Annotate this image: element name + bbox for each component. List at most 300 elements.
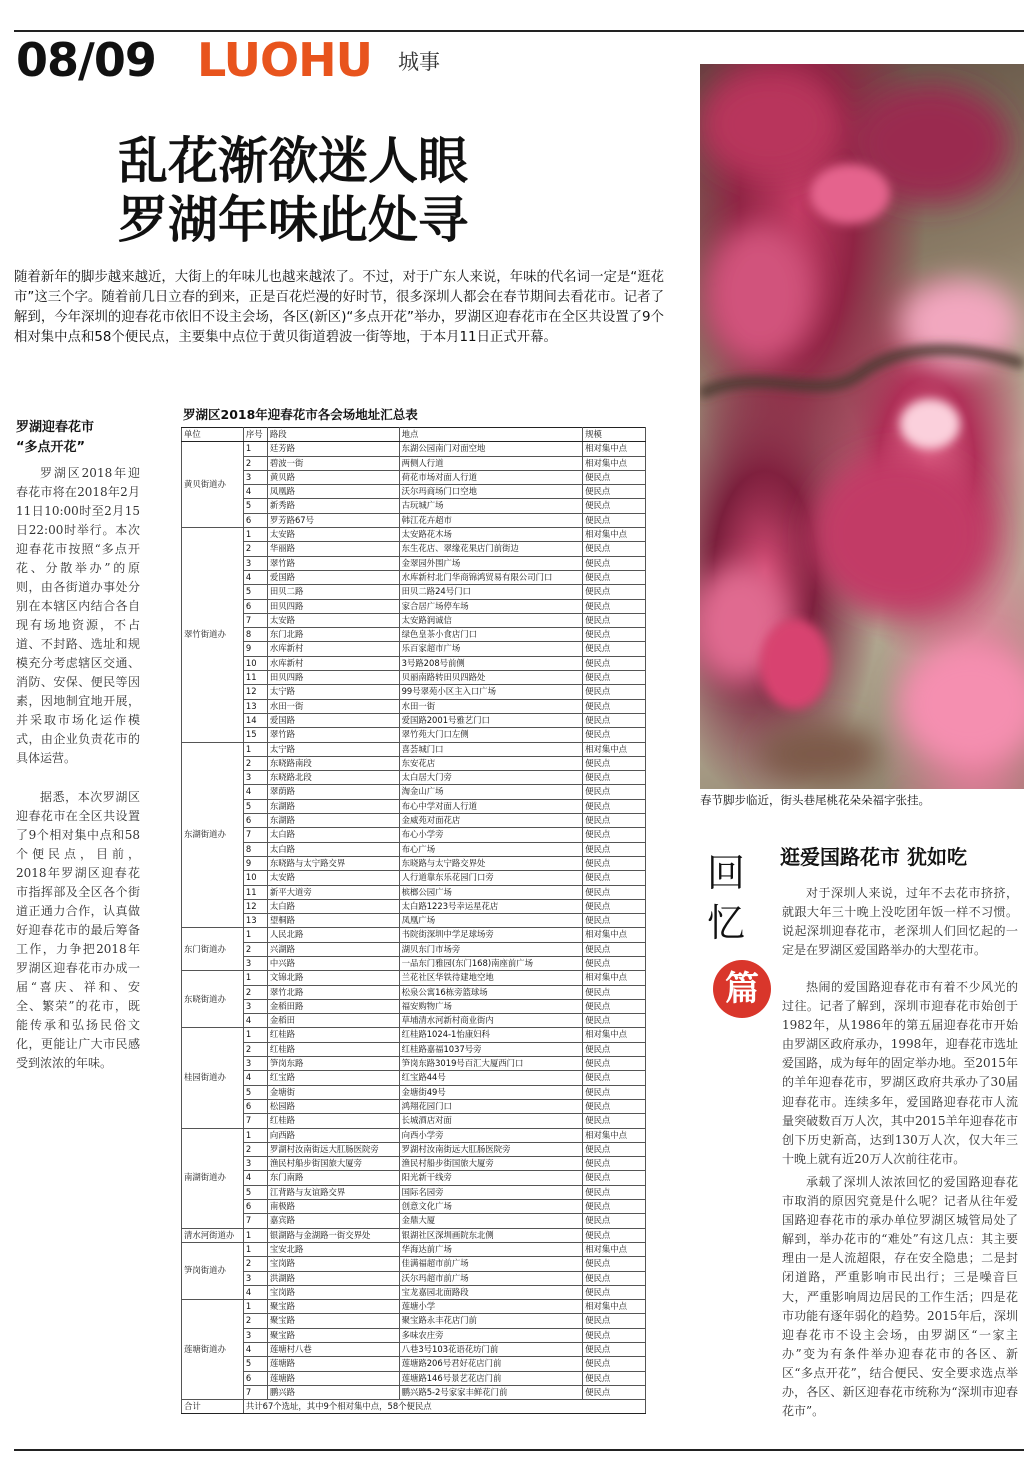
header-cell: 地点	[399, 428, 583, 442]
road-cell: 银湖路与金湖路一街交界处	[267, 1228, 399, 1242]
scale-cell: 便民点	[583, 1385, 646, 1399]
table-row	[182, 1271, 646, 1285]
index-cell: 1	[243, 1028, 267, 1042]
table-row	[182, 1099, 646, 1113]
scale-cell: 便民点	[583, 956, 646, 970]
table-header-row	[182, 428, 646, 442]
location-cell: 聚宝路永丰花店门前	[399, 1314, 583, 1328]
index-cell: 2	[243, 1257, 267, 1271]
road-cell: 东晓路南段	[267, 756, 399, 770]
index-cell: 8	[243, 842, 267, 856]
road-cell: 鹏兴路	[267, 1385, 399, 1399]
scale-cell: 便民点	[583, 1042, 646, 1056]
index-cell: 8	[243, 628, 267, 642]
table-row	[182, 671, 646, 685]
table-row	[182, 942, 646, 956]
road-cell: 红桂路	[267, 1114, 399, 1128]
road-cell: 渔民村船步街国旅大厦旁	[267, 1157, 399, 1171]
location-cell: 淘金山广场	[399, 785, 583, 799]
scale-cell: 便民点	[583, 570, 646, 584]
index-cell: 6	[243, 814, 267, 828]
scale-cell: 相对集中点	[583, 1300, 646, 1314]
table-row	[182, 570, 646, 584]
scale-cell: 便民点	[583, 513, 646, 527]
table-row	[182, 613, 646, 627]
index-cell: 9	[243, 856, 267, 870]
location-cell: 笋岗东路3019号百汇大厦西门口	[399, 1057, 583, 1071]
scale-cell: 便民点	[583, 999, 646, 1013]
table-row	[182, 1285, 646, 1299]
index-cell: 1	[243, 528, 267, 542]
location-cell: 书院街深圳中学足球场旁	[399, 928, 583, 942]
location-cell: 荷花市场对面人行道	[399, 470, 583, 484]
road-cell: 东门南路	[267, 1171, 399, 1185]
scale-cell: 便民点	[583, 1271, 646, 1285]
scale-cell: 相对集中点	[583, 971, 646, 985]
scale-cell: 相对集中点	[583, 1028, 646, 1042]
index-cell: 7	[243, 1385, 267, 1399]
unit-cell: 桂园街道办	[182, 1028, 244, 1128]
index-cell: 5	[243, 499, 267, 513]
scale-cell: 相对集中点	[583, 928, 646, 942]
location-cell: 田贝二路24号门口	[399, 585, 583, 599]
table-row	[182, 756, 646, 770]
sidebar-paragraph: 罗湖区2018年迎春花市将在2018年2月11日10:00时至2月15日22:00时举行。本次迎春花市按照“多点开花、分散举办”的原则，由各街道办事处分别在本辖区内结合各自现有场地资源，不占道、不封路、选址和规模充分考虑辖区交通、消防、安保、便民等因素，因地制宜地开展，并采取市场化运作模式，由企业负责花市的具体运营。	[16, 466, 140, 765]
index-cell: 5	[243, 799, 267, 813]
scale-cell: 便民点	[583, 699, 646, 713]
location-cell: 太白路1223号幸运星花店	[399, 899, 583, 913]
index-cell: 2	[243, 942, 267, 956]
index-cell: 1	[243, 1300, 267, 1314]
table-row	[182, 985, 646, 999]
location-cell: 国际名园旁	[399, 1185, 583, 1199]
index-cell: 2	[243, 1042, 267, 1056]
table-row	[182, 713, 646, 727]
road-cell: 太白路	[267, 842, 399, 856]
unit-cell: 东湖街道办	[182, 742, 244, 928]
location-cell: 水田一街	[399, 699, 583, 713]
road-cell: 田贝四路	[267, 599, 399, 613]
road-cell: 松园路	[267, 1099, 399, 1113]
location-cell: 两侧人行道	[399, 456, 583, 470]
scale-cell: 便民点	[583, 713, 646, 727]
sidebar-title-line: 罗湖迎春花市	[16, 420, 95, 435]
sidebar-title-line: “多点开花”	[16, 440, 86, 455]
index-cell: 3	[243, 999, 267, 1013]
location-cell: 莲塘路146号景艺花店门前	[399, 1371, 583, 1385]
road-cell: 聚宝路	[267, 1328, 399, 1342]
location-cell: 99号翠苑小区主入口广场	[399, 685, 583, 699]
index-cell: 7	[243, 613, 267, 627]
location-cell: 渔民村船步街国旅大厦旁	[399, 1157, 583, 1171]
index-cell: 4	[243, 570, 267, 584]
road-cell: 文锦北路	[267, 971, 399, 985]
index-cell: 2	[243, 542, 267, 556]
table-row	[182, 1300, 646, 1314]
road-cell: 太安路	[267, 613, 399, 627]
index-cell: 10	[243, 871, 267, 885]
scale-cell: 便民点	[583, 599, 646, 613]
scale-cell: 便民点	[583, 756, 646, 770]
location-cell: 人行道靠东乐花园门口旁	[399, 871, 583, 885]
location-cell: 3号路208号前侧	[399, 656, 583, 670]
location-cell: 布心小学旁	[399, 828, 583, 842]
index-cell: 14	[243, 713, 267, 727]
road-cell: 聚宝路	[267, 1314, 399, 1328]
total-text: 共计67个选址，其中9个相对集中点，58个便民点	[243, 1400, 645, 1414]
unit-cell: 黄贝街道办	[182, 442, 244, 528]
road-cell: 莲塘村八巷	[267, 1343, 399, 1357]
table-row	[182, 1371, 646, 1385]
table-row	[182, 599, 646, 613]
table-row	[182, 871, 646, 885]
road-cell: 罗芳路67号	[267, 513, 399, 527]
table-row	[182, 1314, 646, 1328]
scale-cell: 便民点	[583, 613, 646, 627]
road-cell: 新秀路	[267, 499, 399, 513]
road-cell: 水库新村	[267, 642, 399, 656]
road-cell: 人民北路	[267, 928, 399, 942]
page-number: 08/09	[16, 33, 156, 87]
table-row	[182, 1185, 646, 1199]
scale-cell: 相对集中点	[583, 528, 646, 542]
unit-cell: 翠竹街道办	[182, 528, 244, 742]
table-row	[182, 771, 646, 785]
index-cell: 2	[243, 756, 267, 770]
table-row	[182, 542, 646, 556]
scale-cell: 便民点	[583, 1343, 646, 1357]
location-cell: 绿色皇茶小食店门口	[399, 628, 583, 642]
table-row	[182, 885, 646, 899]
unit-cell: 南湖街道办	[182, 1128, 244, 1228]
index-cell: 12	[243, 685, 267, 699]
road-cell: 望桐路	[267, 914, 399, 928]
table-row	[182, 685, 646, 699]
table-row	[182, 999, 646, 1013]
road-cell: 廷芳路	[267, 442, 399, 456]
index-cell: 1	[243, 442, 267, 456]
scale-cell: 便民点	[583, 656, 646, 670]
location-cell: 东生花店、翠缘花果店门前街边	[399, 542, 583, 556]
location-cell: 东安花店	[399, 756, 583, 770]
table-row	[182, 1257, 646, 1271]
top-rule	[14, 30, 1024, 32]
scale-cell: 相对集中点	[583, 442, 646, 456]
location-cell: 鸿翔花园门口	[399, 1099, 583, 1113]
table-row	[182, 556, 646, 570]
photo-caption: 春节脚步临近，街头巷尾桃花朵朵福字张挂。	[700, 793, 930, 807]
table-row	[182, 1385, 646, 1399]
table-row	[182, 528, 646, 542]
table-row	[182, 442, 646, 456]
scale-cell: 便民点	[583, 985, 646, 999]
scale-cell: 便民点	[583, 1057, 646, 1071]
unit-cell: 东门街道办	[182, 928, 244, 971]
location-cell: 太安路润诚信	[399, 613, 583, 627]
location-cell: 红宝路44号	[399, 1071, 583, 1085]
scale-cell: 便民点	[583, 1328, 646, 1342]
table-row	[182, 1128, 646, 1142]
table-row	[182, 742, 646, 756]
road-cell: 笋岗东路	[267, 1057, 399, 1071]
table-body	[182, 442, 646, 1414]
scale-cell: 便民点	[583, 785, 646, 799]
header-cell: 路段	[267, 428, 399, 442]
scale-cell: 便民点	[583, 771, 646, 785]
index-cell: 1	[243, 1228, 267, 1242]
index-cell: 3	[243, 470, 267, 484]
road-cell: 华丽路	[267, 542, 399, 556]
unit-cell: 莲塘街道办	[182, 1300, 244, 1400]
location-cell: 翠竹苑大门口左侧	[399, 728, 583, 742]
index-cell: 11	[243, 885, 267, 899]
scale-cell: 便民点	[583, 828, 646, 842]
memory-char: 回	[706, 851, 745, 895]
scale-cell: 便民点	[583, 1200, 646, 1214]
road-cell: 翠荫路	[267, 785, 399, 799]
scale-cell: 便民点	[583, 1214, 646, 1228]
road-cell: 红桂路	[267, 1028, 399, 1042]
table-row	[182, 1171, 646, 1185]
location-cell: 罗湖村汝南街远大肛肠医院旁	[399, 1142, 583, 1156]
header-cell: 序号	[243, 428, 267, 442]
table-row	[182, 628, 646, 642]
table-row	[182, 585, 646, 599]
lead-paragraph: 随着新年的脚步越来越近，大街上的年味儿也越来越浓了。不过，对于广东人来说，年味的代名词一定是“逛花市”这三个字。随着前几日立春的到来，正是百花烂漫的好时节，很多深圳人都会在春节期间去看花市。记者了解到，今年深圳的迎春花市依旧不设主会场，各区(新区)“多点开花”举办，罗湖区迎春花市在全区共设置了9个相对集中点和58个便民点，主要集中点位于黄贝街道碧波一街等地，于本月11日正式开幕。	[14, 270, 664, 345]
road-cell: 洪湖路	[267, 1271, 399, 1285]
index-cell: 4	[243, 785, 267, 799]
unit-cell: 清水河街道办	[182, 1228, 244, 1242]
index-cell: 3	[243, 1057, 267, 1071]
location-cell: 太白居大门旁	[399, 771, 583, 785]
scale-cell: 便民点	[583, 842, 646, 856]
road-cell: 太宁路	[267, 742, 399, 756]
unit-cell: 笋岗街道办	[182, 1242, 244, 1299]
index-cell: 3	[243, 1328, 267, 1342]
table-row	[182, 485, 646, 499]
road-cell: 东晓路北段	[267, 771, 399, 785]
location-cell: 阳光新干线旁	[399, 1171, 583, 1185]
index-cell: 5	[243, 1185, 267, 1199]
road-cell: 田贝四路	[267, 671, 399, 685]
table-title: 罗湖区2018年迎春花市各会场地址汇总表	[183, 407, 418, 422]
scale-cell: 便民点	[583, 942, 646, 956]
scale-cell: 便民点	[583, 1185, 646, 1199]
index-cell: 6	[243, 1099, 267, 1113]
index-cell: 5	[243, 1085, 267, 1099]
scale-cell: 便民点	[583, 542, 646, 556]
location-cell: 福安购物广场	[399, 999, 583, 1013]
road-cell: 红宝路	[267, 1071, 399, 1085]
index-cell: 9	[243, 642, 267, 656]
index-cell: 4	[243, 1343, 267, 1357]
location-cell: 喜荟城门口	[399, 742, 583, 756]
scale-cell: 便民点	[583, 685, 646, 699]
table-row	[182, 899, 646, 913]
road-cell: 向西路	[267, 1128, 399, 1142]
table-row	[182, 456, 646, 470]
section-brand: LUOHU	[197, 33, 372, 87]
location-cell: 乐百家超市广场	[399, 642, 583, 656]
table-total-row	[182, 1400, 646, 1414]
scale-cell: 便民点	[583, 1371, 646, 1385]
road-cell: 宝岗路	[267, 1257, 399, 1271]
table-row	[182, 1343, 646, 1357]
road-cell: 太宁路	[267, 685, 399, 699]
location-cell: 一品东门雅园(东门168)南座前广场	[399, 956, 583, 970]
road-cell: 东湖路	[267, 814, 399, 828]
location-cell: 兰花社区华铁待建地空地	[399, 971, 583, 985]
scale-cell: 便民点	[583, 856, 646, 870]
scale-cell: 相对集中点	[583, 456, 646, 470]
right-article-title: 逛爱国路花市 犹如吃	[780, 845, 967, 869]
scale-cell: 便民点	[583, 1314, 646, 1328]
road-cell: 黄贝路	[267, 470, 399, 484]
scale-cell: 便民点	[583, 1285, 646, 1299]
location-cell: 华海达前广场	[399, 1242, 583, 1256]
index-cell: 3	[243, 771, 267, 785]
headline-line: 罗湖年味此处寻	[118, 191, 468, 249]
location-cell: 爱国路2001号雅艺门口	[399, 713, 583, 727]
location-cell: 向西小学旁	[399, 1128, 583, 1142]
scale-cell: 便民点	[583, 799, 646, 813]
index-cell: 1	[243, 1128, 267, 1142]
road-cell: 水库新村	[267, 656, 399, 670]
location-cell: 佳满福超市前广场	[399, 1257, 583, 1271]
scale-cell: 便民点	[583, 1357, 646, 1371]
total-label: 合计	[182, 1400, 244, 1414]
table-row	[182, 1057, 646, 1071]
index-cell: 4	[243, 485, 267, 499]
location-cell: 凤凰广场	[399, 914, 583, 928]
location-cell: 红桂路嘉福1037号旁	[399, 1042, 583, 1056]
table-row	[182, 814, 646, 828]
road-cell: 翠竹北路	[267, 985, 399, 999]
index-cell: 12	[243, 899, 267, 913]
table-row	[182, 656, 646, 670]
index-cell: 7	[243, 828, 267, 842]
index-cell: 1	[243, 971, 267, 985]
scale-cell: 便民点	[583, 914, 646, 928]
road-cell: 翠竹路	[267, 556, 399, 570]
scale-cell: 便民点	[583, 1157, 646, 1171]
table-row	[182, 971, 646, 985]
road-cell: 东湖路	[267, 799, 399, 813]
index-cell: 1	[243, 1242, 267, 1256]
table-row	[182, 1357, 646, 1371]
location-cell: 鹏兴路5-2号家家丰鲜花门前	[399, 1385, 583, 1399]
location-cell: 宝龙嘉园北面路段	[399, 1285, 583, 1299]
index-cell: 13	[243, 914, 267, 928]
table-row	[182, 1085, 646, 1099]
table-row	[182, 728, 646, 742]
index-cell: 4	[243, 1014, 267, 1028]
scale-cell: 便民点	[583, 1257, 646, 1271]
index-cell: 11	[243, 671, 267, 685]
location-cell: 红桂路1024-1怡康妇科	[399, 1028, 583, 1042]
road-cell: 碧波一街	[267, 456, 399, 470]
right-article-paragraph: 承载了深圳人浓浓回忆的爱国路迎春花市取消的原因究竟是什么呢？记者从往年爱国路迎春花市的承办单位罗湖区城管局处了解到，举办花市的“难处”有这几点：其主要理由一是人流超限，存在安全隐患；二是封闭道路，严重影响市民出行；三是噪音巨大，严重影响周边居民的工作生活；四是花市功能有逐年弱化的趋势。2015年后，深圳迎春花市不设主会场，由罗湖区“一家主办”变为有条件举办迎春花市的各区、新区“多点开花”，结合便民、安全要求选点举办，各区、新区迎春花市统称为“深圳市迎春花市”。	[782, 1175, 1018, 1419]
right-article-paragraph: 热闹的爱国路迎春花市有着不少风光的过往。记者了解到，深圳市迎春花市始创于1982年，从1986年的第五届迎春花市开始由罗湖区政府承办，1998年，迎春花市选址爱国路，成为每年的固定举办地。至2015年的羊年迎春花市，罗湖区政府共承办了30届迎春花市。连续多年，爱国路迎春花市人流量突破数百万人次，其中2015羊年迎春花市创下历史新高，达到130万人次，仅大年三十晚上就有近20万人次前往花市。	[782, 980, 1018, 1166]
road-cell: 金塘街	[267, 1085, 399, 1099]
location-cell: 水库新村北门华商锦鸿贸易有限公司门口	[399, 570, 583, 584]
road-cell: 宝岗路	[267, 1285, 399, 1299]
road-cell: 莲塘路	[267, 1371, 399, 1385]
table-row	[182, 956, 646, 970]
scale-cell: 便民点	[583, 1071, 646, 1085]
index-cell: 2	[243, 1314, 267, 1328]
index-cell: 3	[243, 556, 267, 570]
road-cell: 田贝二路	[267, 585, 399, 599]
location-cell: 莲塘路206号君好花店门前	[399, 1357, 583, 1371]
road-cell: 新平大道旁	[267, 885, 399, 899]
table-row	[182, 1228, 646, 1242]
road-cell: 江背路与友谊路交界	[267, 1185, 399, 1199]
table-row	[182, 642, 646, 656]
location-cell: 韩江花卉超市	[399, 513, 583, 527]
location-cell: 金鼎大厦	[399, 1214, 583, 1228]
index-cell: 3	[243, 1271, 267, 1285]
memory-char: 忆	[706, 901, 745, 945]
scale-cell: 便民点	[583, 585, 646, 599]
header-cell: 单位	[182, 428, 244, 442]
memory-heading	[706, 848, 746, 948]
road-cell: 罗湖村汝南街远大肛肠医院旁	[267, 1142, 399, 1156]
index-cell: 13	[243, 699, 267, 713]
table-row	[182, 1071, 646, 1085]
location-cell: 松泉公寓16栋旁篮球场	[399, 985, 583, 999]
road-cell: 东晓路与太宁路交界	[267, 856, 399, 870]
road-cell: 太安路	[267, 871, 399, 885]
scale-cell: 相对集中点	[583, 1242, 646, 1256]
table-row	[182, 1042, 646, 1056]
index-cell: 6	[243, 1200, 267, 1214]
road-cell: 嘉宾路	[267, 1214, 399, 1228]
location-cell: 金威苑对面花店	[399, 814, 583, 828]
table-row	[182, 828, 646, 842]
scale-cell: 便民点	[583, 899, 646, 913]
location-cell: 银湖社区深圳画院东北侧	[399, 1228, 583, 1242]
index-cell: 7	[243, 1114, 267, 1128]
location-cell: 长城酒店对面	[399, 1114, 583, 1128]
scale-cell: 便民点	[583, 728, 646, 742]
location-cell: 湖贝东门市场旁	[399, 942, 583, 956]
table-row	[182, 513, 646, 527]
scale-cell: 便民点	[583, 1228, 646, 1242]
sidebar-paragraph: 据悉，本次罗湖区迎春花市在全区共设置了9个相对集中点和58个便民点，目前，2018年罗湖区迎春花市指挥部及全区各个街道正通力合作，认真做好迎春花市的最后筹备工作，力争把2018年罗湖区迎春花市办成一届“喜庆、祥和、安全、繁荣”的花市，既能传承和弘扬民俗文化，更能让广大市民感受到浓浓的年味。	[16, 790, 140, 1070]
venue-table	[181, 427, 646, 1414]
index-cell: 2	[243, 456, 267, 470]
scale-cell: 便民点	[583, 1142, 646, 1156]
road-cell: 金稻田	[267, 1014, 399, 1028]
scale-cell: 相对集中点	[583, 1128, 646, 1142]
scale-cell: 便民点	[583, 871, 646, 885]
table-row	[182, 1200, 646, 1214]
table-row	[182, 856, 646, 870]
road-cell: 太白路	[267, 899, 399, 913]
header-cell: 规模	[583, 428, 646, 442]
table-row	[182, 842, 646, 856]
road-cell: 聚宝路	[267, 1300, 399, 1314]
road-cell: 爱国路	[267, 570, 399, 584]
table-row	[182, 499, 646, 513]
scale-cell: 便民点	[583, 628, 646, 642]
memory-circle-char: 篇	[725, 969, 759, 1009]
headline	[118, 132, 658, 250]
road-cell: 金稻田路	[267, 999, 399, 1013]
section-label: 城事	[398, 50, 440, 74]
scale-cell: 便民点	[583, 642, 646, 656]
